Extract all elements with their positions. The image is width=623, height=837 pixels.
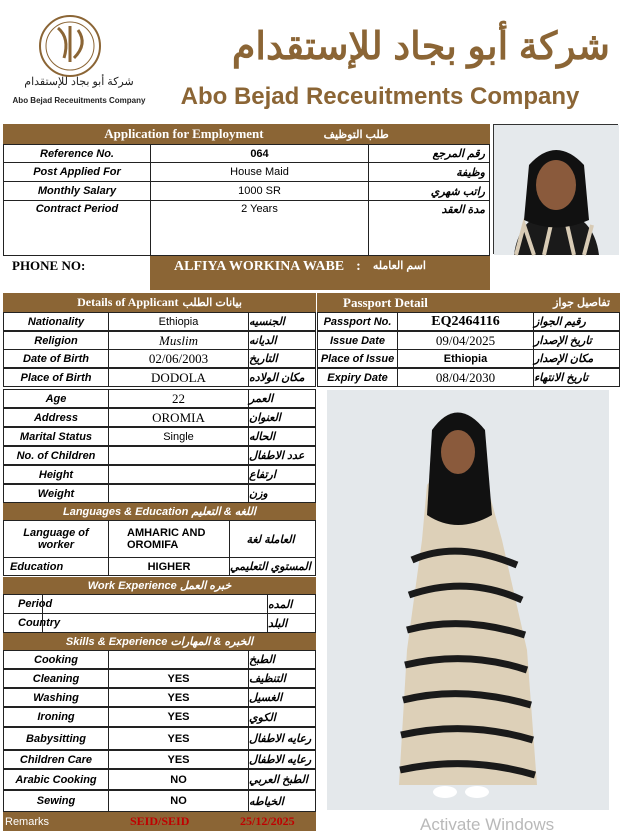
applicant-row-value: 22 [108,389,249,408]
applicant-row-label: Religion [3,331,109,350]
application-header-ar: طلب التوظيف [323,128,389,141]
company-title-english: Abo Bejad Receuitments Company [180,83,580,110]
skills-row-ar: الطبخ العربي [248,769,316,790]
passport-row-ar: تاريخ الانتهاء [533,368,620,387]
application-header-en: Application for Employment [104,126,264,141]
skills-row-value: YES [108,727,249,750]
app-row-label: Contract Period [3,200,151,256]
applicant-row-value [108,446,249,465]
app-row-label: Reference No. [3,144,151,163]
passport-row-ar: تاريخ الإصدار [533,331,620,350]
skills-row-value: YES [108,750,249,769]
skills-row-ar: رعايه الاطفال [248,727,316,750]
applicant-row-ar: الديانه [248,331,316,350]
passport-row-ar: رقيم الجواز [533,312,620,331]
app-row-value: 064 [150,144,369,163]
skills-row-value: YES [108,688,249,707]
skills-row-ar: الخياطه [248,790,316,812]
remarks-label: Remarks [5,815,50,828]
skills-row-value: YES [108,707,249,727]
logo-arabic-small: شركة أبو بجاد للإستقدام [24,76,134,88]
passport-row-value: Ethiopia [397,349,534,368]
language-ar: العاملة لغة [229,520,316,558]
app-row-ar: مدة العقد [368,200,490,256]
skills-row-value: NO [108,769,249,790]
passport-header [317,293,620,312]
skills-row-ar: التنظيف [248,669,316,688]
skills-row-label: Arabic Cooking [3,769,109,790]
education-value: HIGHER [108,557,230,576]
skills-row-ar: الكوي [248,707,316,727]
work-row-label: Period [3,594,43,614]
passport-header-en: Passport Detail [343,294,428,310]
portrait-photo [493,124,618,254]
applicant-row-ar: التاريخ [248,349,316,368]
app-row-value: 1000 SR [150,181,369,201]
passport-row-label: Expiry Date [317,368,398,387]
applicant-row-ar: الحاله [248,427,316,446]
applicant-row-value [108,465,249,484]
applicant-row-value: OROMIA [108,408,249,427]
applicant-row-value: 02/06/2003 [108,349,249,368]
applicant-row-label: Marital Status [3,427,109,446]
passport-row-label: Place of Issue [317,349,398,368]
full-body-photo [327,390,609,810]
applicant-row-value: Muslim [108,331,249,350]
applicant-row-ar: ارتفاع [248,465,316,484]
applicant-row-label: Address [3,408,109,427]
app-row-value: 2 Years [150,200,369,256]
skills-row-label: Ironing [3,707,109,727]
passport-row-label: Passport No. [317,312,398,331]
skills-row-label: Babysitting [3,727,109,750]
skills-row-ar: الغسيل [248,688,316,707]
applicant-header-ar: بيانات الطلب [182,297,242,309]
applicant-row-label: Weight [3,484,109,503]
applicant-row-label: No. of Children [3,446,109,465]
applicant-name: ALFIYA WORKINA WABE [174,259,345,274]
applicant-row-value: Ethiopia [108,312,249,331]
work-row-value [42,594,268,614]
work-row-ar: المده [267,594,316,614]
applicant-row-label: Place of Birth [3,368,109,387]
language-value: AMHARIC AND OROMIFA [108,520,230,558]
applicant-name-box [150,256,490,290]
app-row-label: Monthly Salary [3,181,151,201]
work-row-label: Country [3,613,43,633]
passport-row-ar: مكان الإصدار [533,349,620,368]
portrait-illustration [494,125,619,255]
skills-row-ar: الطبخ [248,650,316,669]
applicant-row-label: Age [3,389,109,408]
skills-row-label: Cleaning [3,669,109,688]
skills-row-value: YES [108,669,249,688]
app-row-label: Post Applied For [3,162,151,182]
language-label: Language of worker [3,520,109,558]
applicant-row-value [108,484,249,503]
applicant-row-ar: العنوان [248,408,316,427]
applicant-row-label: Date of Birth [3,349,109,368]
passport-header-ar: تفاصيل جواز [553,297,610,309]
logo-english-small: Abo Bejad Receuitments Company [12,96,146,105]
app-row-value: House Maid [150,162,369,182]
skills-header: Skills & Experience الخبره & المهارات [3,633,316,650]
remarks-code: SEID/SEID [130,814,190,828]
passport-row-label: Issue Date [317,331,398,350]
application-header [3,124,490,144]
applicant-row-label: Nationality [3,312,109,331]
applicant-row-value: DODOLA [108,368,249,387]
applicant-row-ar: عدد الاطفال [248,446,316,465]
full-body-illustration [327,390,609,810]
skills-row-label: Children Care [3,750,109,769]
education-ar: المستوي التعليمي [229,557,316,576]
applicant-row-ar: وزن [248,484,316,503]
education-label: Education [3,557,109,576]
remarks-bar [3,812,316,831]
applicant-row-ar: الجنسيه [248,312,316,331]
skills-row-value [108,650,249,669]
skills-row-label: Sewing [3,790,109,812]
work-header: Work Experience خبره العمل [3,577,316,594]
skills-row-label: Washing [3,688,109,707]
applicant-row-ar: العمر [248,389,316,408]
work-row-value [42,613,268,633]
passport-row-value: EQ2464116 [397,312,534,331]
app-row-ar: راتب شهري [368,181,490,201]
app-row-ar: رقم المرجع [368,144,490,163]
remarks-date: 25/12/2025 [240,814,295,828]
activate-windows-watermark: Activate Windows [420,815,555,834]
applicant-row-value: Single [108,427,249,446]
phone-label: PHONE NO: [12,258,86,273]
skills-row-label: Cooking [3,650,109,669]
applicant-header-en: Details of Applicant [77,295,179,309]
applicant-row-ar: مكان الولاده [248,368,316,387]
skills-row-ar: رعايه الاطفال [248,750,316,769]
passport-row-value: 08/04/2030 [397,368,534,387]
applicant-row-label: Height [3,465,109,484]
skills-row-value: NO [108,790,249,812]
applicant-header [3,293,316,312]
languages-header: Languages & Education اللغه & التعليم [3,503,316,520]
name-separator: : [356,259,361,274]
app-row-ar: وظيفة [368,162,490,182]
company-title-arabic: شركة أبو بجاد للإستقدام [231,26,610,68]
passport-row-value: 09/04/2025 [397,331,534,350]
work-row-ar: البلد [267,613,316,633]
applicant-name-ar: اسم العامله [372,260,426,272]
